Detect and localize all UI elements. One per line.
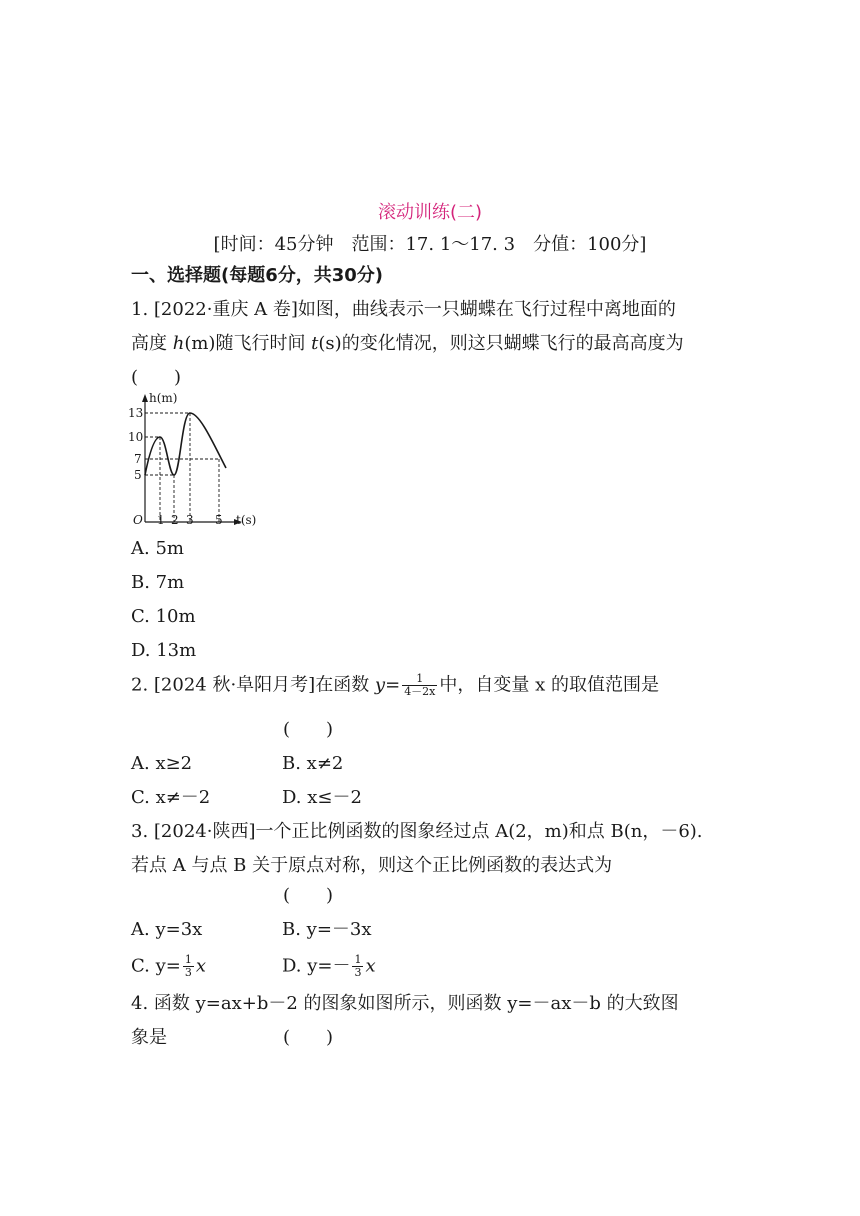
q4-line2: 象是 <box>131 1027 167 1048</box>
q3-d-fraction: $\frac{1}{3}$ <box>354 953 362 979</box>
q1-option-a: A. 5m <box>131 538 184 559</box>
x-tick-3: 3 <box>186 513 194 527</box>
q1-graph <box>128 390 263 530</box>
x-axis-label: t(s) <box>236 513 257 527</box>
q2-option-d: D. x≤－2 <box>282 787 362 808</box>
q4-answer-paren: ( ) <box>283 1027 334 1048</box>
q1-answer-paren: ( ) <box>131 367 182 388</box>
q2-option-c: C. x≠－2 <box>131 787 211 808</box>
q3-option-c: C. y= $\frac{1}{3}$ x <box>131 953 206 979</box>
q1-option-c: C. 10m <box>131 606 196 627</box>
q1-line1: 1. [2022·重庆 A 卷]如图，曲线表示一只蝴蝶在飞行过程中离地面的 <box>131 299 676 320</box>
q2-stem: 2. [2024 秋·阜阳月考]在函数 y= $\frac{1}{4-2x}$ 中，自变量 x 的取值范围是 <box>131 672 659 698</box>
q2-fraction: $\frac{1}{4-2x}$ <box>404 672 436 698</box>
q1-option-d: D. 13m <box>131 640 197 661</box>
q4-line1: 4. 函数 y=ax+b－2 的图象如图所示，则函数 y=－ax－b 的大致图 <box>131 993 679 1014</box>
q3-option-a: A. y=3x <box>131 919 203 940</box>
y-tick-13: 13 <box>128 406 144 420</box>
origin-label: O <box>133 513 143 527</box>
x-tick-2: 2 <box>171 513 179 527</box>
q2-option-a: A. x≥2 <box>131 753 193 774</box>
y-axis-label: h(m) <box>149 391 178 405</box>
y-tick-10: 10 <box>128 430 144 444</box>
q1-option-b: B. 7m <box>131 572 185 593</box>
x-tick-1: 1 <box>157 513 165 527</box>
y-tick-5: 5 <box>134 468 142 482</box>
worksheet-info: [时间：45分钟 范围：17. 1～17. 3 分值：100分] <box>213 234 647 255</box>
section-heading: 一、选择题(每题6分，共30分) <box>131 265 384 286</box>
q3-c-fraction: $\frac{1}{3}$ <box>184 953 192 979</box>
flight-curve <box>145 413 226 475</box>
x-tick-5: 5 <box>215 513 223 527</box>
worksheet-title: 滚动训练(二) <box>377 202 483 223</box>
q3-option-d: D. y=－ $\frac{1}{3}$ x <box>282 953 376 979</box>
q3-line2: 若点 A 与点 B 关于原点对称，则这个正比例函数的表达式为 <box>131 855 613 876</box>
q3-answer-paren: ( ) <box>283 885 334 906</box>
q2-answer-paren: ( ) <box>283 719 334 740</box>
q3-option-b: B. y=－3x <box>282 919 372 940</box>
q3-line1: 3. [2024·陕西]一个正比例函数的图象经过点 A(2，m)和点 B(n，－6). <box>131 821 703 842</box>
y-tick-7: 7 <box>134 452 142 466</box>
q2-option-b: B. x≠2 <box>282 753 344 774</box>
q1-line2: 高度 h(m)随飞行时间 t(s)的变化情况，则这只蝴蝶飞行的最高高度为 <box>131 333 684 354</box>
